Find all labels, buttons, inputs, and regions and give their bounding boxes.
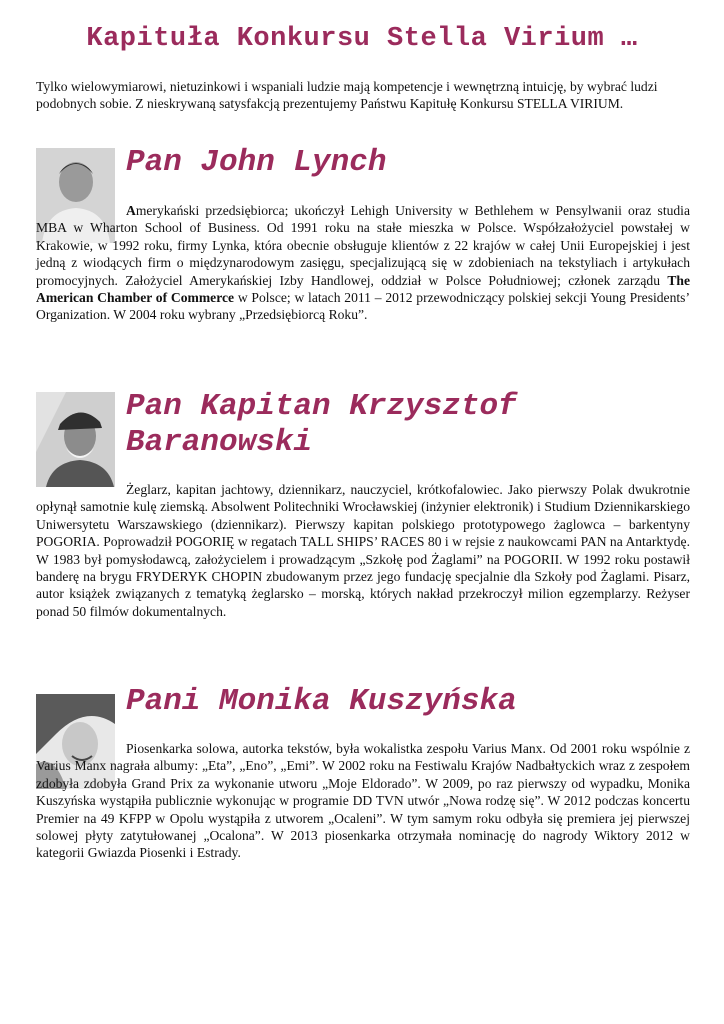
bio-text: merykański przedsiębiorca; ukończył Lehigh University w Bethlehem w Pensylwanii oraz studia MBA w Wharton School of Business. Od 1991 roku na stałe mieszka w Polsce. Współzałożyciel powstałej w Krakowie, w 1992 roku, firmy Lynka, która obecnie obsługuje klientów z 22 krajów w całej Unii Europejskiej i jest jedną z wiodących firm o międzynarodowym zasięgu, specjalizującą się w zdobieniach na tekstyliach i artykułach promocyjnych. Założyciel Amerykańskiej Izby Handlowej, oddział w Polsce Południowej; członek zarządu — [36, 203, 690, 288]
page-title: Kapituła Konkursu Stella Virium … — [86, 24, 638, 54]
member-name: Pan Kapitan Krzysztof Baranowski — [126, 389, 517, 460]
portrait-photo-icon — [36, 392, 115, 487]
member-name: Pani Monika Kuszyńska — [126, 684, 517, 719]
member-bio — [36, 202, 690, 324]
member-bio: Piosenkarka solowa, autorka tekstów, była wokalistka zespołu Varius Manx. Od 2001 roku wspólnie z Varius Manx nagrała albumy: „Eta”, „Eno”, „Emi”. W 2002 roku na Festiwalu Krajów Nadbałtyckich wraz z zespołem zdobyła zdobyła Grand Prix za wykonanie utworu „Moje Eldorado”. W 2009, po raz pierwszy od wypadku, Monika Kuszyńska wystąpiła publicznie wykonując w programie DD TVN utwór „Nowa rodzę się”. W 2012 podczas koncertu Premier na 49 KFPP w Opolu wystąpiła z utworem „Ocaleni”. W tym samym roku odbyła się premiera jej pierwszej solowej płyty zatytułowanej „Ocalona”. W 2013 piosenkarka otrzymała nominację do nagrody Wiktory 2012 w kategorii Gwiazda Piosenki i Estrady. — [36, 741, 690, 861]
member-name: Pan John Lynch — [126, 145, 387, 180]
intro-paragraph: Tylko wielowymiarowi, nietuzinkowi i wspaniali ludzie mają kompetencje i wewnętrzną intuicję, by wybrać ludzi podobnych sobie. Z nieskrywaną satysfakcją prezentujemy Państwu Kapitułę Konkursu STELLA VIRIUM. — [36, 79, 658, 111]
bio-text-end: w Polsce; w latach 2011 – 2012 przewodniczący polskiej sekcji Young Presidents’ Organization. W 2004 roku wybrany „Przedsiębiorcą Roku”. — [36, 290, 690, 323]
bio-bold-text: The American Chamber of Commerce — [36, 272, 690, 306]
bio-initial: A — [126, 203, 136, 218]
member-bio: Żeglarz, kapitan jachtowy, dziennikarz, nauczyciel, krótkofalowiec. Jako pierwszy Polak dwukrotnie opłynął samotnie kulę ziemską. Absolwent Politechniki Wrocławskiej (inżynier elektronik) i Studium Dziennikarskiego Uniwersytetu Warszawskiego (dziennikarz). Pierwszy kapitan polskiego prototypowego żaglowca – barkentyny POGORIA. Poprowadził POGORIĘ w regatach TALL SHIPS’ RACES 80 i w rejsie z naukowcami PAN na Antarktydę. W 1983 był pomysłodawcą, założycielem i prowadzącym „Szkołę pod Żaglami” na POGORII. W 1992 roku postawił banderę na brygu FRYDERYK CHOPIN zbudowanym przez jego fundację specjalnie dla Szkoły pod Żaglami. Pisarz, autor książek związanych z tematyką żeglarsko – morską, których nakład przekroczył milion egzemplarzy. Reżyser ponad 50 filmów dokumentalnych. — [36, 482, 690, 619]
